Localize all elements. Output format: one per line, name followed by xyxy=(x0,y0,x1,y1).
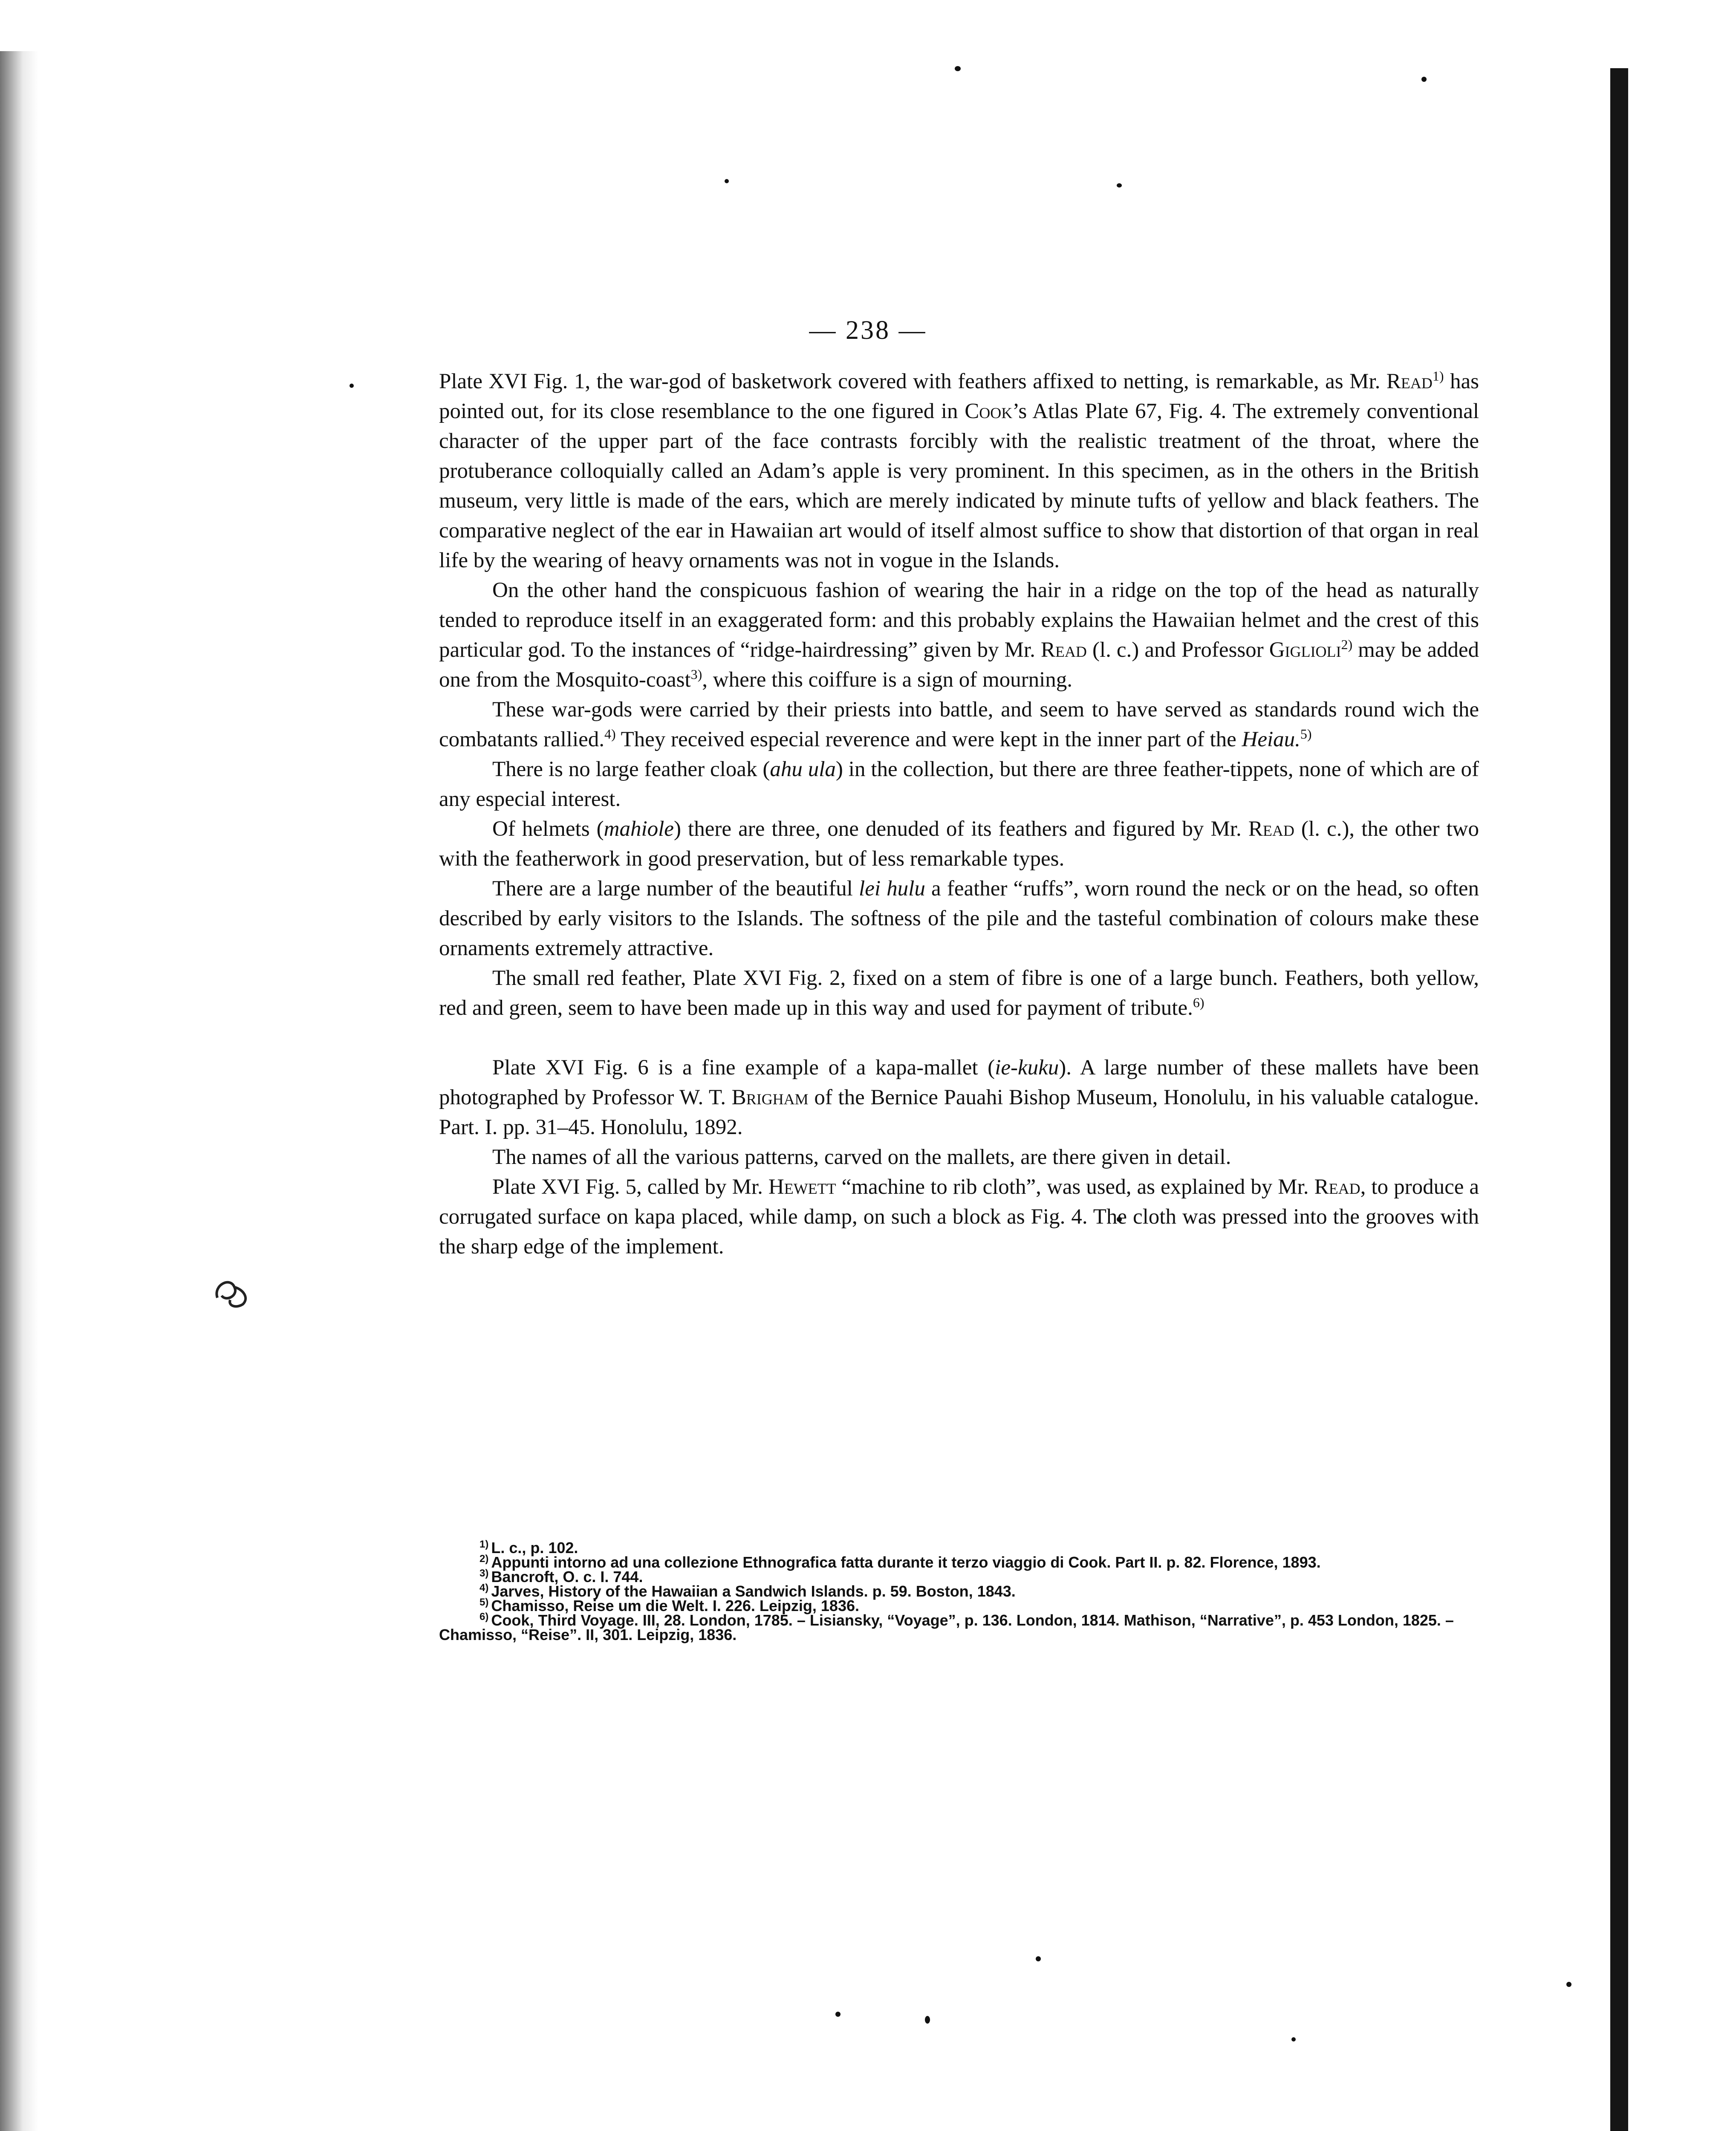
author-name: Read xyxy=(1248,817,1294,841)
text-run: of the Bernice Pauahi Bishop Museum, Honolulu, in his valuable catalogue. Part. I. pp. 31–45. Honolulu, 1892. xyxy=(439,1086,1479,1139)
page-number: — 238 — xyxy=(809,316,927,345)
paragraph xyxy=(439,874,1479,963)
paragraph xyxy=(439,367,1479,575)
speck xyxy=(1421,77,1427,82)
speck xyxy=(925,2016,930,2024)
text-run: These war-gods were carried by their priests into battle, and seem to have served as standards round wich the combatants rallied. xyxy=(439,698,1479,751)
italic-term: mahiole xyxy=(604,817,674,841)
text-run: ). A large number of these mallets have been photographed by Professor W. T. xyxy=(439,1056,1479,1109)
footnote xyxy=(439,1613,1479,1642)
text-run: Plate XVI Fig. 6 is a fine example of a kapa-mallet ( xyxy=(492,1056,995,1080)
speck xyxy=(350,384,354,388)
text-run: There is no large feather cloak ( xyxy=(492,757,770,781)
italic-term: lei hulu xyxy=(859,877,925,901)
text-run: (l. c.) and Professor xyxy=(1086,638,1269,662)
italic-term: ie-kuku xyxy=(995,1056,1059,1080)
footnote-mark: 4) xyxy=(479,1582,489,1594)
italic-term: Heiau. xyxy=(1242,728,1300,751)
footnote-text: L. c., p. 102. xyxy=(491,1539,578,1556)
author-name: Read xyxy=(1314,1175,1360,1199)
author-name: Giglioli xyxy=(1269,638,1341,662)
italic-term: ahu ula xyxy=(770,757,836,781)
footnotes xyxy=(439,1541,1479,1642)
text-run: On the other hand the conspicuous fashion of wearing the hair in a ridge on the top of the head as naturally tended to reproduce itself in an exaggerated form: and this probably explains the Hawaiian helmet and the crest of this particular god. To the instances of “ridge-hairdressing” given by Mr. xyxy=(439,578,1479,662)
footnote xyxy=(439,1584,1479,1599)
footnote-text: Appunti intorno ad una collezione Ethnografica fatta durante it terzo viaggio di Cook. Part II. p. 82. Florence, 1893. xyxy=(491,1553,1321,1571)
text-run: , to produce a corrugated surface on kapa placed, while damp, on such a block as Fig. 4. The cloth was pressed into the grooves with the sharp edge of the implement. xyxy=(439,1175,1479,1259)
text-run: may be added one from the Mosquito-coast xyxy=(439,638,1479,692)
speck xyxy=(1566,1982,1571,1987)
footnote-mark: 3) xyxy=(479,1568,489,1579)
footnote-reference: 2) xyxy=(1341,637,1353,652)
footnote-reference: 4) xyxy=(604,726,616,742)
text-run: The small red feather, Plate XVI Fig. 2, fixed on a stem of fibre is one of a large bunch. Feathers, both yellow, red and green, seem to have been made up in this way and used for payment of tribute. xyxy=(439,966,1479,1020)
footnote xyxy=(439,1570,1479,1584)
author-name: Cook xyxy=(965,399,1013,423)
text-run: ) in the collection, but there are three feather-tippets, none of which are of any especial interest. xyxy=(439,757,1479,811)
footnote-mark: 6) xyxy=(479,1611,489,1623)
text-run: Plate XVI Fig. 1, the war-god of basketwork covered with feathers affixed to netting, is remarkable, as Mr. xyxy=(439,370,1386,393)
text-run: They received especial reverence and were kept in the inner part of the xyxy=(615,728,1242,751)
footnote xyxy=(439,1555,1479,1570)
paragraph xyxy=(439,1053,1479,1142)
footnote-text: Jarves, History of the Hawaiian a Sandwich Islands. p. 59. Boston, 1843. xyxy=(491,1582,1016,1600)
paragraph xyxy=(439,754,1479,814)
footnote-reference: 6) xyxy=(1193,995,1205,1010)
speck xyxy=(955,66,961,71)
text-run: ’s Atlas Plate 67, Fig. 4. The extremely conventional character of the upper part of the face contrasts forcibly with the realistic treatment of the throat, where the protuberance colloquially called an Adam’s apple is very prominent. In this specimen, as in the others in the British museum, very little is made of the ears, which are merely indicated by minute tufts of yellow and black feathers. The comparative neglect of the ear in Hawaiian art would of itself almost suffice to show that distortion of that organ in real life by the wearing of heavy ornaments was not in vogue in the Islands. xyxy=(439,399,1479,572)
text-run: “machine to rib cloth”, was used, as explained by Mr. xyxy=(836,1175,1314,1199)
text-run: ) there are three, one denuded of its feathers and figured by Mr. xyxy=(673,817,1248,841)
text-run: has pointed out, for its close resemblance to the one figured in xyxy=(439,370,1479,423)
paragraph xyxy=(439,695,1479,754)
scan-edge-bar-right xyxy=(1610,68,1628,2131)
text-run: a feather “ruffs”, worn round the neck or on the head, so often described by early visitors to the Islands. The softness of the pile and the tasteful combination of colours make these ornaments extremely attractive. xyxy=(439,877,1479,960)
speck xyxy=(1291,2037,1296,2041)
text-run: There are a large number of the beautiful xyxy=(492,877,859,901)
footnote-mark: 5) xyxy=(479,1597,489,1608)
author-name: Read xyxy=(1040,638,1087,662)
text-run: (l. c.), the other two with the featherwork in good preservation, but of less remarkable types. xyxy=(439,817,1479,871)
speck xyxy=(1117,183,1122,188)
ink-doodle xyxy=(209,1272,256,1311)
footnote-text: Cook, Third Voyage. III, 28. London, 1785. – Lisiansky, “Voyage”, p. 136. London, 1814. Mathison, “Narrative”, p. 453 London, 1825. – Chamisso, “Reise”. II, 301. Leipzig, 1836. xyxy=(439,1611,1454,1643)
paragraph xyxy=(439,814,1479,874)
footnote xyxy=(439,1541,1479,1555)
footnote-reference: 1) xyxy=(1432,368,1444,384)
text-run: The names of all the various patterns, carved on the mallets, are there given in detail. xyxy=(492,1145,1231,1169)
footnote-reference: 3) xyxy=(690,667,702,682)
paragraph xyxy=(439,1172,1479,1262)
speck xyxy=(1036,1956,1041,1961)
author-name: Read xyxy=(1386,370,1433,393)
speck xyxy=(725,179,729,183)
scan-shadow-left xyxy=(0,51,38,2131)
footnote-mark: 1) xyxy=(479,1539,489,1550)
footnote xyxy=(439,1599,1479,1613)
footnote-reference: 5) xyxy=(1300,726,1312,742)
paragraph xyxy=(439,963,1479,1023)
speck xyxy=(835,2012,841,2017)
author-name: Hewett xyxy=(768,1175,836,1199)
paragraph xyxy=(439,575,1479,695)
text-run: Plate XVI Fig. 5, called by Mr. xyxy=(492,1175,768,1199)
text-run: , where this coiffure is a sign of mourning. xyxy=(702,668,1073,692)
footnote-mark: 2) xyxy=(479,1553,489,1565)
body-text xyxy=(439,367,1479,1262)
paragraph xyxy=(439,1142,1479,1172)
footnote-text: Chamisso, Reise um die Welt. I. 226. Leipzig, 1836. xyxy=(491,1597,859,1614)
text-run: Of helmets ( xyxy=(492,817,604,841)
author-name: Brigham xyxy=(731,1086,809,1109)
footnote-text: Bancroft, O. c. I. 744. xyxy=(491,1568,643,1585)
